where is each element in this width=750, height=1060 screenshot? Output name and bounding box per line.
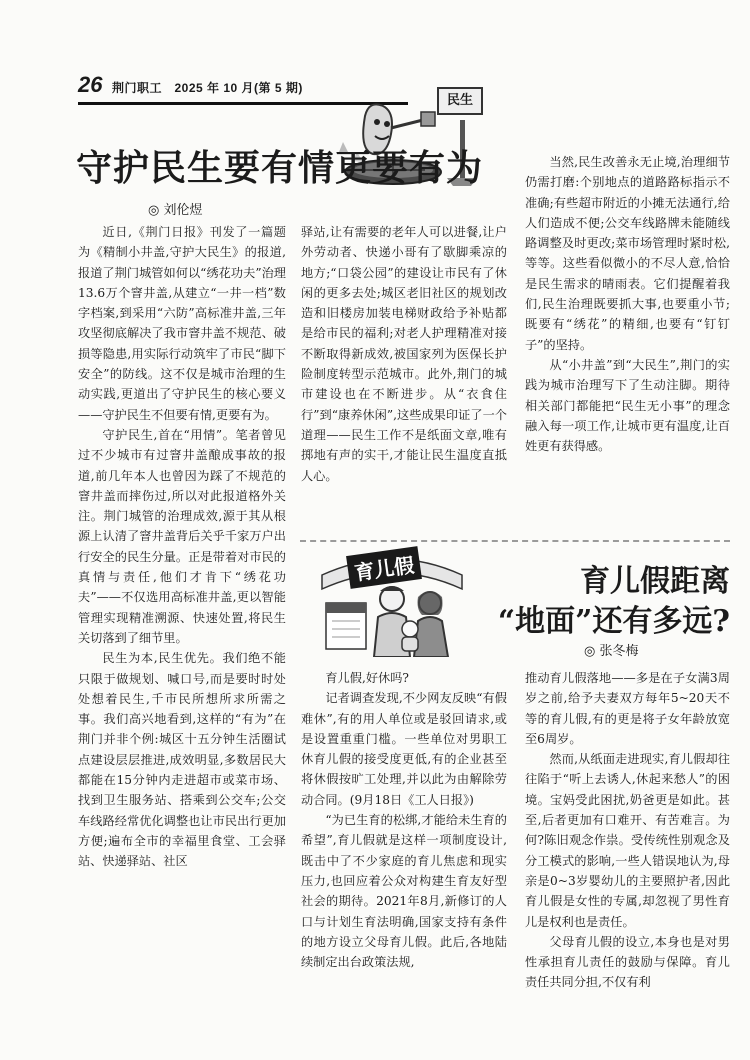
article1-column-2: [301, 222, 507, 486]
article2-paragraph: 父母育儿假的设立,本身也是对男性承担育儿责任的鼓励与保障。育儿责任共同分担,不仅有利: [525, 934, 730, 990]
article2-paragraph: 记者调查发现,不少网友反映“有假难休”,有的用人单位或是驳回请求,或是设置重重门槛。一些单位对男职工休育儿假的接受度更低,有的企业甚至将休假按旷工处理,并以此为由解除劳动合同。(9月18日《工人日报》): [301, 691, 507, 807]
article-separator: [300, 540, 730, 542]
article2-illustration: [312, 545, 472, 657]
article2-paragraph: 然而,从纸面走进现实,育儿假却往往陷于“听上去诱人,休起来愁人”的困境。宝妈受此困扰,奶爸更是如此。甚至,后者更加有口难开、有苦难言。为何?陈旧观念作祟。受传统性别观念及分工模式的影响,一些人错误地认为,母亲是0~3岁婴幼儿的主要照护者,因此育儿假是女性的专属,却忽视了男性育儿是权利也是责任。: [525, 752, 730, 929]
article1-column-3: [525, 152, 730, 456]
article1-paragraph: 守护民生,首在“用情”。笔者曾见过不少城市有过窨井盖酿成事故的报道,前几年本人也曾因为踩了不规范的窨井盖而摔伤过,所以对此报道格外关注。荆门城管的治理成效,源于其从根源上认清了窨井盖背后关乎千家万户出行安全的民生分量。正是带着对市民的真情与责任,他们才肯下“绣花功夫”——不仅选用高标准井盖,更以智能管理实现精准溯源、快速处置,将民生关切落到了细节里。: [78, 427, 286, 645]
article2-paragraph: 育儿假,好休吗?: [325, 671, 409, 685]
article2-title-line1: 育儿假距离: [580, 564, 730, 599]
page-number: 26: [78, 72, 103, 97]
article1-column-1: [78, 222, 286, 872]
minsheng-sign-badge: 民生: [437, 87, 483, 115]
article2-column-1: [301, 668, 507, 972]
article2-paragraph: “为已生育的松绑,才能给未生育的希望”,育儿假就是这样一项制度设计,既击中了不少家庭的育儿焦虑和现实压力,也回应着公众对构建生育友好型社会的期待。2021年8月,新修订的人口与计划生育法明确,国家支持有条件的地方设立父母育儿假。此后,各地陆续制定出台政策法规,: [301, 813, 507, 970]
yuerjia-badge: 育儿假: [346, 546, 422, 589]
article1-paragraph: 当然,民生改善永无止境,治理细节仍需打磨:个别地点的道路路标指示不准确;有些超市附近的小摊无法通行,给人们造成不便;公交车线路牌未能随线路调整及时更改;菜市场管理时紧时松,等等。这些看似微小的不尽人意,恰恰是民生需求的晴雨表。它们提醒着我们,民生治理既要抓大事,也要重小节;既要有“绣花”的精细,也要有“钉钉子”的坚持。: [525, 155, 730, 352]
publication-info: 荆门职工 2025 年 10 月(第 5 期): [112, 81, 303, 95]
article1-paragraph: 民生为本,民生优先。我们绝不能只限于做规划、喊口号,而是要时时处处想着民生,千市民所想所求所需之事。我们高兴地看到,这样的“有为”在荆门并非个例:城区十五分钟生活圈试点建设层层推进,成效明显,多数居民大都能在15分钟内走进超市或菜市场、找到卫生服务站、搭乘到公交车;公交车线路经常优化调整也让市民出行更加方便;遍布全市的幸福里食堂、工会驿站、快递驿站、社区: [78, 651, 286, 869]
article2-column-2: [525, 668, 730, 993]
article1-author: ◎ 刘伦煜: [148, 203, 203, 218]
article1-title: 守护民生要有情更要有为: [76, 147, 484, 189]
article1-paragraph: 近日,《荆门日报》刊发了一篇题为《精制小井盖,守护大民生》的报道,报道了荆门城管如何以“绣花功夫”治理13.6万个窨井盖,从建立“一井一档”数字档案,到采用“六防”高标准井盖,三年攻坚彻底解决了我市窨井盖不规范、破损等隐患,用实际行动筑牢了市民“脚下安全”的防线。这不仅是城市治理的生动实践,更道出了守护民生的核心要义——守护民生不但要有情,更要有为。: [78, 225, 286, 422]
article2-title-line2: “地面”还有多远?: [497, 604, 730, 639]
article1-paragraph: 驿站,让有需要的老年人可以进餐,让户外劳动者、快递小哥有了歇脚乘凉的地方;“口袋公园”的建设让市民有了休闲的更多去处;城区老旧社区的规划改造和旧楼房加装电梯财政给予补贴都是给市民的福利;对老人护理精准对接不断取得新成效,被国家列为医保长护险制度转型示范城市。此外,荆门的城市建设也在不断进步。从“衣食住行”到“康养休闲”,这些成果印证了一个道理——民生工作不是纸面文章,唯有掷地有声的实干,才能让民生温度直抵人心。: [301, 225, 507, 483]
article1-paragraph: 从“小井盖”到“大民生”,荆门的实践为城市治理写下了生动注脚。期待相关部门都能把“民生无小事”的理念融入每一项工作,让城市更有温度,让百姓更有获得感。: [525, 357, 730, 454]
article2-author: ◎ 张冬梅: [584, 644, 639, 659]
article2-paragraph: 推动育儿假落地——多是在子女满3周岁之前,给予夫妻双方每年5~20天不等的育儿假,有的更是将子女年龄放宽至6周岁。: [525, 671, 730, 746]
